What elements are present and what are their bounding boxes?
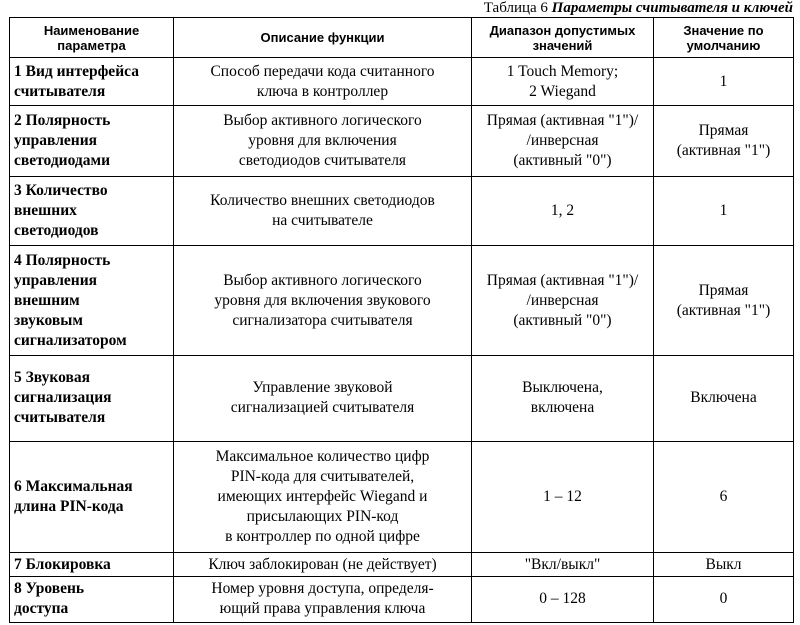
header-parameter-name: Наименование параметра [10, 18, 174, 58]
header-default: Значение по умолчанию [654, 18, 794, 58]
cell-text-line: 2 Полярность [14, 111, 111, 129]
cell-text-line: в контроллер по одной цифре [225, 528, 420, 546]
cell-text-line: 2 Wiegand [529, 82, 596, 100]
cell-text-line: 3 Количество [14, 182, 108, 200]
table-row [10, 553, 794, 577]
range-cell [472, 553, 654, 577]
cell-text-line: внешних [14, 202, 77, 220]
param-name-cell [10, 441, 174, 553]
cell-text-line: считывателя [14, 82, 106, 100]
cell-text-line: Способ передачи кода считанного [210, 62, 435, 80]
caption-title: Параметры считывателя и ключей [551, 0, 793, 16]
description-cell [174, 576, 472, 622]
default-cell [654, 355, 794, 441]
default-cell [654, 441, 794, 553]
cell-text-line: включена [530, 399, 595, 417]
range-cell [472, 355, 654, 441]
cell-text-line: 1 – 12 [543, 488, 582, 506]
range-cell [472, 176, 654, 246]
cell-text-line: ющий права управления ключа [219, 600, 426, 618]
cell-text-line: /инверсная [526, 291, 599, 309]
cell-text-line: сигнализацией считывателя [230, 399, 415, 417]
parameters-table [9, 17, 794, 623]
param-name-cell [10, 246, 174, 356]
cell-text-line: 8 Уровень [14, 580, 85, 598]
range-cell [472, 106, 654, 177]
cell-text-line: Номер уровня доступа, определя- [211, 580, 434, 598]
range-cell [472, 58, 654, 106]
header-range: Диапазон допустимых значений [472, 18, 654, 58]
cell-text-line: Прямая (активная "1")/ [486, 111, 639, 129]
cell-text-line: Управление звуковой [252, 379, 393, 397]
cell-text-line: светодиодами [14, 151, 110, 169]
cell-text-line: 6 [719, 488, 728, 506]
range-cell [472, 576, 654, 622]
cell-text-line: звуковым [14, 311, 83, 329]
header-description: Описание функции [174, 18, 472, 58]
description-cell [174, 553, 472, 577]
cell-text-line: (активная "1") [676, 301, 771, 319]
cell-text-line: сигнализация [14, 389, 112, 407]
description-cell [174, 355, 472, 441]
cell-text-line: имеющих интерфейс Wiegand и [217, 488, 428, 506]
cell-text-line: длина PIN-кода [14, 498, 124, 516]
table-body [10, 58, 794, 623]
table-row [10, 106, 794, 177]
cell-text-line: управления [14, 271, 98, 289]
cell-text-line: Количество внешних светодиодов [210, 192, 435, 210]
cell-text-line: 1, 2 [550, 202, 575, 220]
cell-text-line: 1 Вид интерфейса [14, 62, 139, 80]
range-cell [472, 246, 654, 356]
cell-text-line: PIN-кода для считывателей, [230, 468, 415, 486]
table-row [10, 58, 794, 106]
cell-text-line: 1 [719, 202, 728, 220]
param-name-cell [10, 176, 174, 246]
cell-text-line: светодиодов считывателя [238, 151, 407, 169]
param-name-cell [10, 355, 174, 441]
default-cell [654, 576, 794, 622]
cell-text-line: уровня для включения [248, 131, 397, 149]
caption-prefix: Таблица 6 [483, 0, 548, 16]
cell-text-line: 7 Блокировка [14, 555, 111, 573]
cell-text-line: считывателя [14, 409, 106, 427]
default-cell [654, 106, 794, 177]
cell-text-line: светодиодов [14, 222, 99, 240]
cell-text-line: 1 [719, 72, 728, 90]
header-row [10, 18, 794, 58]
cell-text-line: Выбор активного логического [223, 271, 422, 289]
param-name-cell [10, 576, 174, 622]
table-caption [484, 0, 793, 17]
table-row [10, 441, 794, 553]
cell-text-line: "Вкл/выкл" [524, 555, 601, 573]
cell-text-line: Прямая (активная "1")/ [486, 271, 639, 289]
cell-text-line: 6 Максимальная [14, 478, 133, 496]
cell-text-line: Прямая [698, 121, 749, 139]
cell-text-line: Прямая [698, 281, 749, 299]
param-name-cell [10, 106, 174, 177]
cell-text-line: сигнализатора считывателя [232, 311, 413, 329]
param-name-cell [10, 553, 174, 577]
cell-text-line: (активная "1") [676, 141, 771, 159]
cell-text-line: Включена [690, 389, 757, 407]
description-cell [174, 246, 472, 356]
default-cell [654, 176, 794, 246]
table-row [10, 576, 794, 622]
cell-text-line: внешним [14, 291, 80, 309]
cell-text-line: 0 – 128 [539, 590, 586, 608]
cell-text-line: Выкл [705, 555, 742, 573]
default-cell [654, 246, 794, 356]
table-row [10, 176, 794, 246]
cell-text-line: /инверсная [526, 131, 599, 149]
cell-text-line: присылающих PIN-код [246, 508, 399, 526]
default-cell [654, 58, 794, 106]
cell-text-line: Ключ заблокирован (не действует) [208, 555, 437, 573]
cell-text-line: уровня для включения звукового [214, 291, 431, 309]
cell-text-line: (активный "0") [513, 151, 612, 169]
description-cell [174, 58, 472, 106]
cell-text-line: доступа [14, 600, 69, 618]
description-cell [174, 176, 472, 246]
cell-text-line: управления [14, 131, 98, 149]
cell-text-line: 5 Звуковая [14, 369, 90, 387]
cell-text-line: сигнализатором [14, 331, 127, 349]
table-row [10, 355, 794, 441]
param-name-cell [10, 58, 174, 106]
cell-text-line: ключа в контроллер [256, 82, 389, 100]
cell-text-line: 1 Touch Memory; [506, 62, 619, 80]
cell-text-line: 4 Полярность [14, 251, 111, 269]
cell-text-line: Максимальное количество цифр [215, 448, 430, 466]
range-cell [472, 441, 654, 553]
description-cell [174, 441, 472, 553]
cell-text-line: на считывателе [272, 212, 373, 230]
table-row [10, 246, 794, 356]
cell-text-line: (активный "0") [513, 311, 612, 329]
description-cell [174, 106, 472, 177]
default-cell [654, 553, 794, 577]
cell-text-line: Выключена, [522, 379, 603, 397]
cell-text-line: Выбор активного логического [223, 111, 422, 129]
cell-text-line: 0 [719, 590, 728, 608]
